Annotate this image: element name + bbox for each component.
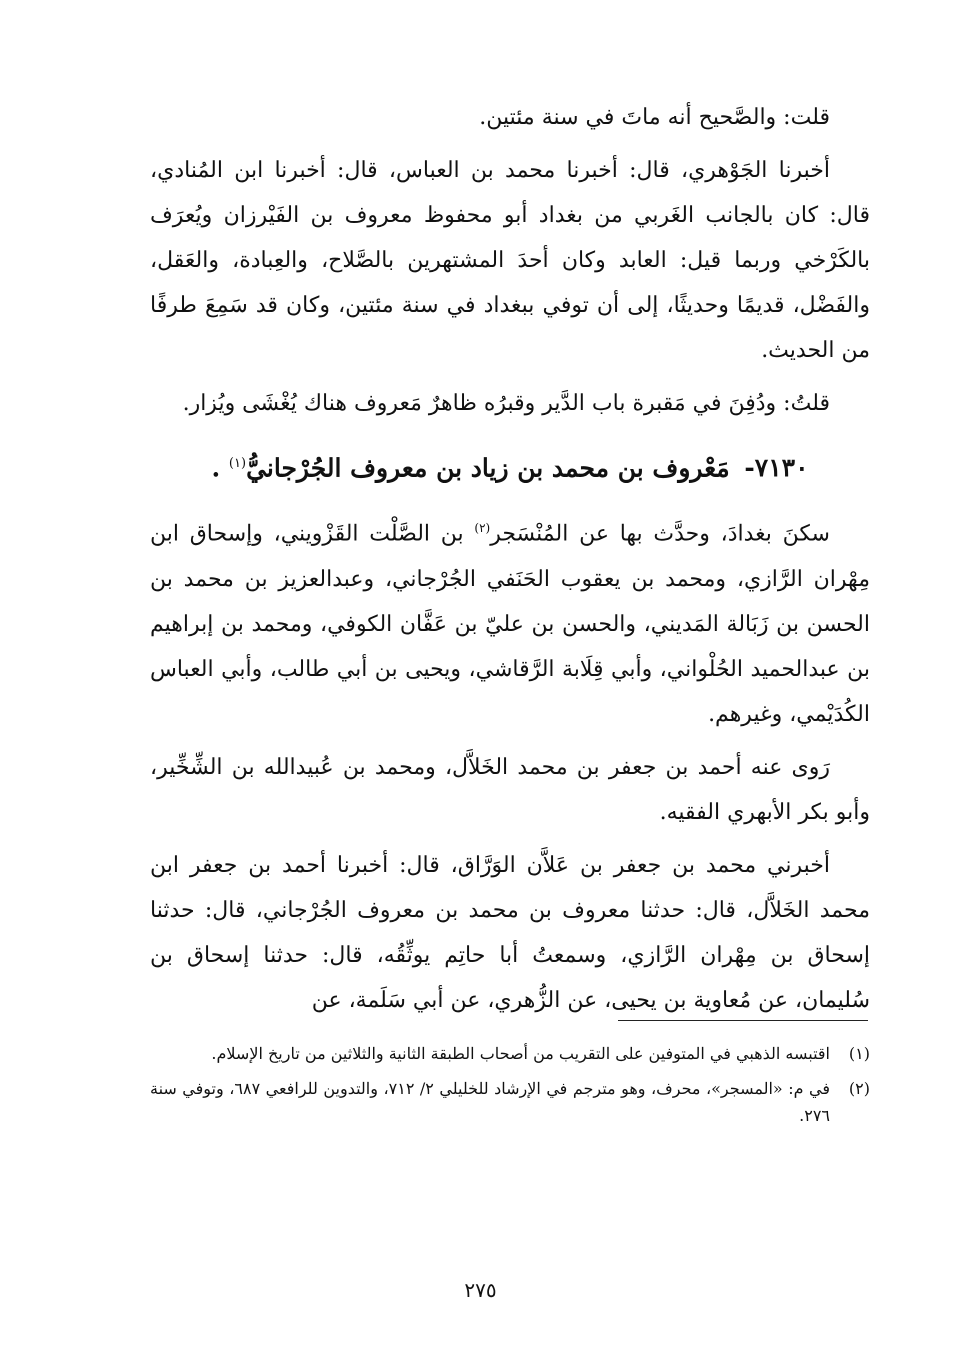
page-number: ٢٧٥ xyxy=(464,1278,497,1302)
footnote-2-text: في م: «المسجر»، محرف، وهو مترجم في الإرشاد للخليلي ٢/ ٧١٢، والتدوين للرافعي ٦٨٧، وتوفي سنة ٢٧٦. xyxy=(150,1079,830,1125)
footnote-ref-1[interactable]: (١) xyxy=(228,456,247,471)
entry-paragraph-3: أخبرني محمد بن جعفر بن عَلاَّن الوَرَّاق، قال: أخبرنا أحمد بن جعفر ابن محمد الخَلاَّل، قال: حدثنا معروف بن محمد بن معروف الجُرْجاني، قال: حدثنا إسحاق بن مِهْران الرَّازي، وسمعتُ أبا حاتِم يوثِّقُه، قال: حدثنا إسحاق بن سُليمان، عن مُعاوية بن يحيى، عن الزُّهري، عن أبي سَلَمة، عن xyxy=(150,852,870,1013)
footnote-2 xyxy=(150,1075,870,1129)
entry-heading xyxy=(150,434,870,498)
footnote-2-number: (٢) xyxy=(848,1079,870,1098)
paragraph-3: قلتُ: ودُفِنَ في مَقبرة باب الدَّير وقبرُه ظاهرٌ مَعروف هناك يُغْشَى ويُزار. xyxy=(182,391,830,416)
footnote-divider xyxy=(618,1020,868,1021)
entry-title-end: . xyxy=(211,453,221,483)
entry-paragraph-2: رَوى عنه أحمد بن جعفر بن محمد الخَلاَّل، ومحمد بن عُبيدالله بن الشِّخِّير، وأبو بكر الأبهري الفقيه. xyxy=(150,754,870,825)
page-body xyxy=(150,95,870,1031)
footnote-1-text: اقتبسه الذهبي في المتوفين على التقريب من أصحاب الطبقة الثانية والثلاثين من تاريخ الإسلام. xyxy=(211,1044,830,1063)
footnote-1-number: (١) xyxy=(848,1044,870,1063)
entry-paragraph-1-start: سكنَ بغدادَ، وحدَّث بها عن المُنْسَجر xyxy=(490,521,830,547)
entry-paragraph-1 xyxy=(150,506,870,736)
footnote-ref-2[interactable]: (٢) xyxy=(474,521,491,536)
entry-number: ٧١٣٠- xyxy=(744,453,809,483)
entry-title: مَعْروف بن محمد بن زياد بن معروف الجُرْجانيُّ xyxy=(246,453,730,483)
paragraph-1: قلت: والصَّحيح أنه ماتَ في سنة مئتين. xyxy=(479,105,830,130)
footnote-1 xyxy=(150,1040,870,1067)
entry-paragraph-1-rest: بن الصَّلْت القَزْويني، وإسحاق ابن مِهْران الرَّازي، ومحمد بن يعقوب الحَنَفي الجُرْجاني، وعبدالعزيز بن محمد بن الحسن بن زَبَالة المَديني، والحسن بن عليّ بن عَفَّان الكوفي، ومحمد بن إبراهيم بن عبدالحميد الحُلْواني، وأبي قِلَابة الرَّقاشي، ويحيى بن أبي طالب، وأبي العباس الكُدَيْمي، وغيرهم. xyxy=(150,521,870,727)
paragraph-2: أخبرنا الجَوْهري، قال: أخبرنا محمد بن العباس، قال: أخبرنا ابن المُنادي، قال: كان بالجانب الغَربي من بغداد أبو محفوظ معروف بن الفَيْرزان ويُعرَف بالكَرْخي وربما قيل: العابد وكان أحدَ المشتهرين بالصَّلاح، والعِبادة، والعَقل، والفَضْل، قديمًا وحديثًا، إلى أن توفي ببغداد في سنة مئتين، وكان قد سَمِعَ طرفًا من الحديث. xyxy=(150,158,870,363)
footnotes xyxy=(150,1040,870,1137)
